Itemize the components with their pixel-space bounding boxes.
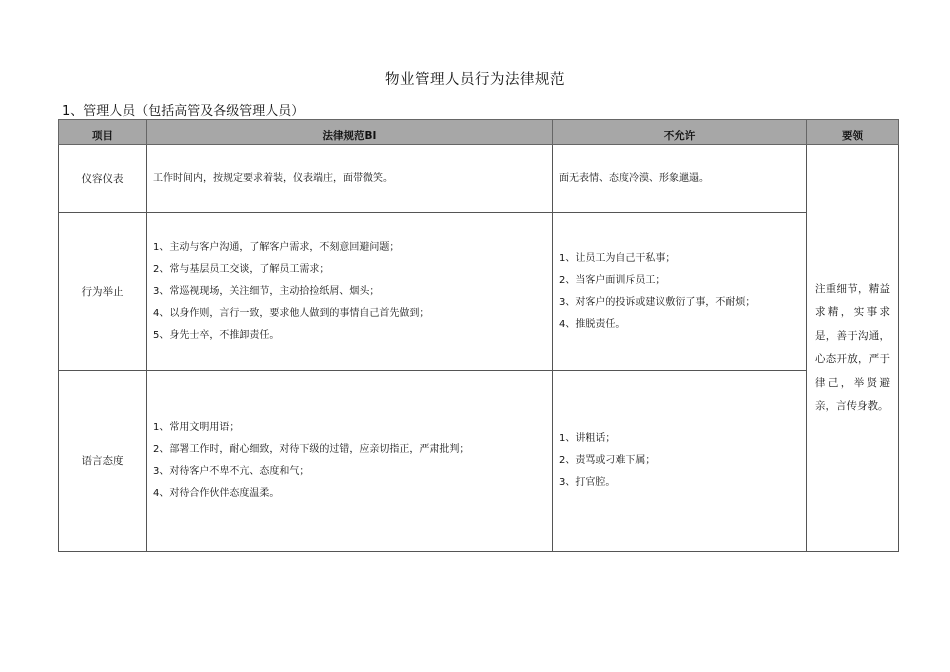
header-key-points: 要领	[807, 120, 899, 145]
key-points-cell: 注重细节，精益求精，实事求是，善于沟通，心态开放，严于律己，举贤避亲，言传身教。	[807, 145, 899, 552]
norm-line: 4、对待合作伙伴态度温柔。	[153, 488, 280, 499]
norm-line: 3、常巡视现场，关注细节，主动拾捡纸屑、烟头；	[153, 285, 380, 297]
section-heading: 1、管理人员（包括高管及各级管理人员）	[62, 104, 305, 119]
row-forbidden	[553, 213, 807, 371]
row-norms	[147, 371, 553, 552]
norm-line: 4、以身作则，言行一致，要求他人做到的事情自己首先做到；	[153, 307, 430, 319]
forbidden-line: 面无表情、态度冷漠、形象邋遢。	[559, 172, 709, 184]
row-norms	[147, 213, 553, 371]
forbidden-line: 2、责骂或刁难下属；	[559, 455, 656, 466]
header-norms: 法律规范BI	[147, 120, 553, 145]
row-item: 仪容仪表	[59, 145, 147, 213]
forbidden-line: 2、当客户面训斥员工；	[559, 274, 666, 286]
row-item: 语言态度	[59, 371, 147, 552]
forbidden-line: 1、让员工为自己干私事；	[559, 252, 676, 264]
table-row	[59, 213, 899, 371]
norm-line: 1、主动与客户沟通，了解客户需求，不刻意回避问题；	[153, 241, 400, 253]
norm-line: 2、常与基层员工交谈，了解员工需求；	[153, 263, 330, 275]
row-item: 行为举止	[59, 213, 147, 371]
header-forbidden: 不允许	[553, 120, 807, 145]
table-header-row	[59, 120, 899, 145]
conduct-table	[58, 119, 899, 552]
norm-line: 1、常用文明用语；	[153, 422, 240, 433]
forbidden-line: 3、打官腔。	[559, 477, 616, 488]
header-item: 项目	[59, 120, 147, 145]
norm-line: 2、部署工作时，耐心细致，对待下级的过错，应亲切指正，严肃批判；	[153, 444, 470, 455]
table-row	[59, 371, 899, 552]
forbidden-line: 4、推脱责任。	[559, 318, 626, 330]
forbidden-line: 1、讲粗话；	[559, 433, 616, 444]
row-forbidden	[553, 371, 807, 552]
norm-line: 3、对待客户不卑不亢、态度和气；	[153, 466, 310, 477]
norm-line: 工作时间内，按规定要求着装，仪表端庄，面带微笑。	[153, 172, 393, 184]
row-norms	[147, 145, 553, 213]
table-row	[59, 145, 899, 213]
page-title: 物业管理人员行为法律规范	[385, 72, 565, 88]
norm-line: 5、身先士卒，不推卸责任。	[153, 329, 280, 341]
forbidden-line: 3、对客户的投诉或建议敷衍了事，不耐烦；	[559, 296, 756, 308]
row-forbidden	[553, 145, 807, 213]
